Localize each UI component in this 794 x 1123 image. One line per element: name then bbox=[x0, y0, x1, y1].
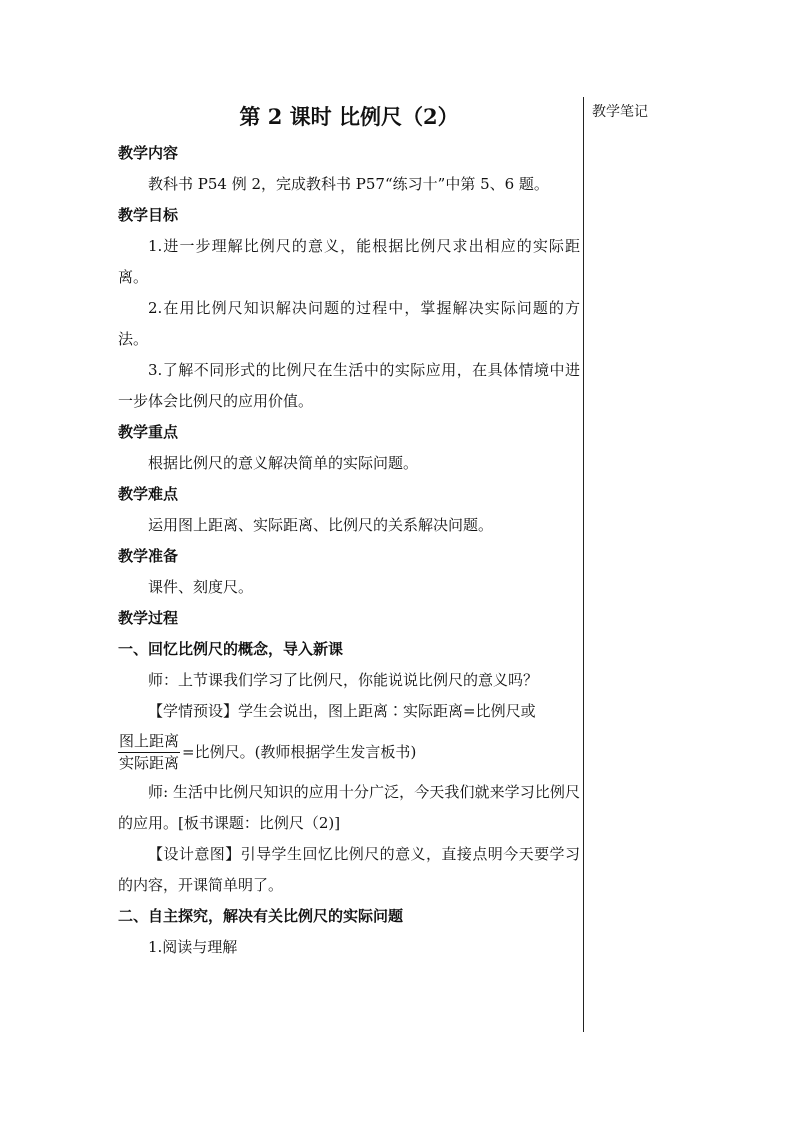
design-label: 【设计意图】 bbox=[148, 845, 241, 863]
preparation-heading: 教学准备 bbox=[118, 547, 179, 565]
difficulty-heading: 教学难点 bbox=[118, 485, 179, 503]
step-2-heading: 二、自主探究，解决有关比例尺的实际问题 bbox=[118, 907, 404, 925]
notes-column-divider bbox=[583, 97, 584, 1032]
design-text: 引导学生回忆比例尺的意义，直接点明今天要学习的内容，开课简单明了。 bbox=[118, 845, 580, 894]
goal-3: 3.了解不同形式的比例尺在生活中的实际应用，在具体情境中进一步体会比例尺的应用价值。 bbox=[118, 361, 580, 410]
lesson-plan-body bbox=[118, 102, 580, 963]
teacher-question-2: 师: 生活中比例尺知识的应用十分广泛，今天我们就来学习比例尺的应用。[板书课题：比例尺（2)] bbox=[118, 783, 580, 832]
design-paragraph bbox=[118, 839, 580, 901]
lesson-title: 第 2 课时 比例尺（2） bbox=[239, 104, 459, 129]
fraction-line bbox=[118, 729, 580, 775]
fraction-numerator: 图上距离 bbox=[118, 732, 180, 753]
preset-label: 【学情预设】 bbox=[148, 702, 239, 720]
preparation-text: 课件、刻度尺。 bbox=[148, 578, 254, 596]
content-heading: 教学内容 bbox=[118, 144, 179, 162]
sub-item-reading: 1.阅读与理解 bbox=[148, 938, 238, 956]
goal-1: 1.进一步理解比例尺的意义，能根据比例尺求出相应的实际距离。 bbox=[118, 237, 580, 286]
goals-heading: 教学目标 bbox=[118, 206, 179, 224]
key-points-heading: 教学重点 bbox=[118, 423, 179, 441]
preset-paragraph bbox=[118, 696, 580, 727]
teaching-notes-label: 教学笔记 bbox=[592, 104, 648, 120]
step-1-heading: 一、回忆比例尺的概念，导入新课 bbox=[118, 640, 344, 658]
difficulty-text: 运用图上距离、实际距离、比例尺的关系解决问题。 bbox=[148, 516, 494, 534]
scale-fraction bbox=[118, 732, 180, 773]
content-text: 教科书 P54 例 2，完成教科书 P57“练习十”中第 5、6 题。 bbox=[148, 175, 549, 193]
key-points-text: 根据比例尺的意义解决简单的实际问题。 bbox=[148, 454, 419, 472]
fraction-denominator: 实际距离 bbox=[119, 753, 180, 772]
goal-2: 2.在用比例尺知识解决问题的过程中，掌握解决实际问题的方法。 bbox=[118, 299, 580, 348]
teacher-question-1: 师：上节课我们学习了比例尺，你能说说比例尺的意义吗？ bbox=[148, 671, 539, 689]
preset-text: 学生会说出，图上距离∶实际距离=比例尺或 bbox=[238, 702, 536, 720]
fraction-tail: =比例尺。(教师根据学生发言板书) bbox=[182, 742, 417, 761]
process-heading: 教学过程 bbox=[118, 609, 179, 627]
